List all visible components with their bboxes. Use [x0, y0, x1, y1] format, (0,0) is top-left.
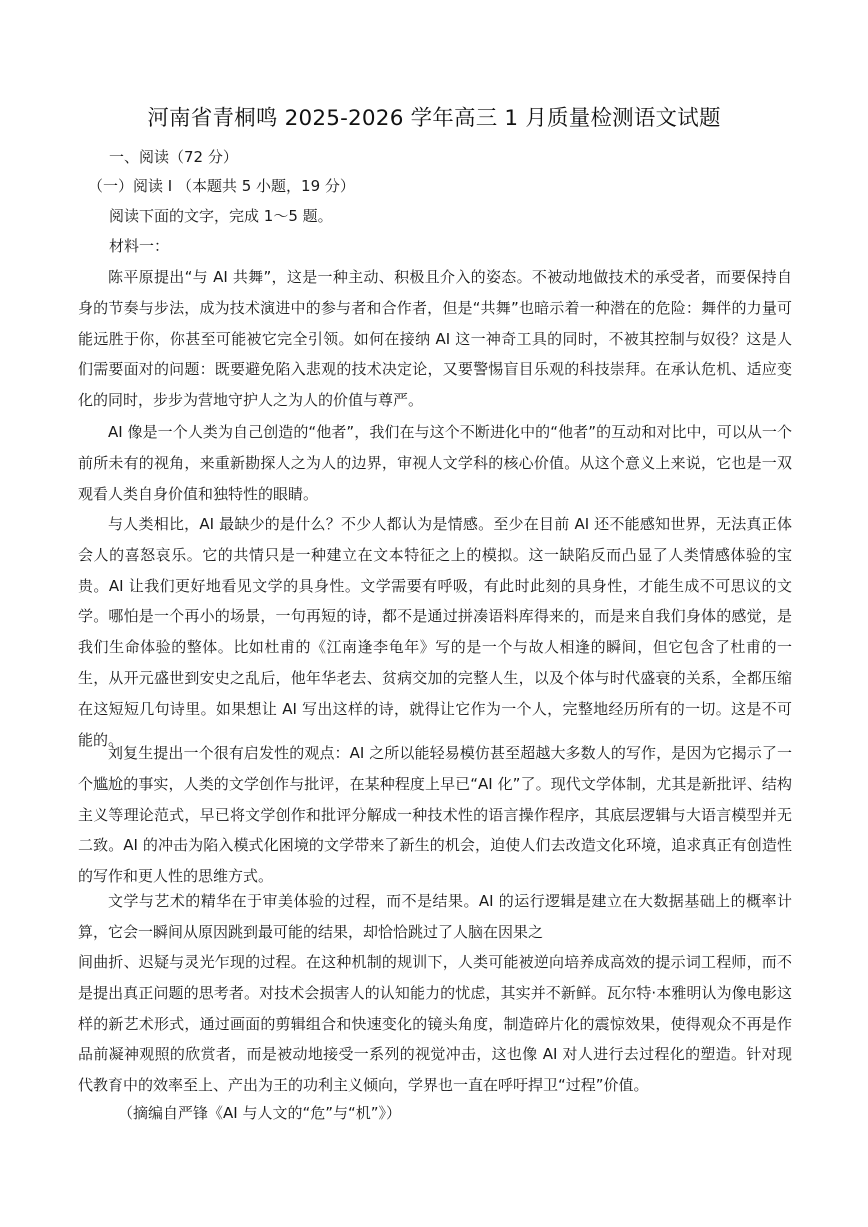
document-title: 河南省青桐鸣 2025-2026 学年高三 1 月质量检测语文试题	[147, 106, 721, 131]
paragraph-4: 刘复生提出一个很有启发性的观点：AI 之所以能轻易模仿甚至超越大多数人的写作，是因为它揭示了一个尴尬的事实，人类的文学创作与批评，在某种程度上早已“AI 化”了。现代文学体制，尤其是新批评、结构主义等理论范式，早已将文学创作和批评分解成一种技术性的语言操作程序，其底层逻辑与大语言模型并无二致。AI 的冲击为陷入模式化困境的文学带来了新生的机会，迫使人们去改造文化环境，追求真正有创造性的写作和更人性的思维方式。	[78, 744, 792, 886]
paragraph-2: AI 像是一个人类为自己创造的“他者”，我们在与这个不断进化中的“他者”的互动和对比中，可以从一个前所未有的视角，来重新勘探人之为人的边界，审视人文学科的核心价值。从这个意义上来说，它也是一双观看人类自身价值和独特性的眼睛。	[78, 423, 792, 503]
subsection-heading: （一）阅读 I （本题共 5 小题，19 分）	[88, 177, 355, 195]
material-label: 材料一：	[109, 237, 170, 255]
paragraph-3: 与人类相比，AI 最缺少的是什么？不少人都认为是情感。至少在目前 AI 还不能感知世界，无法真正体会人的喜怒哀乐。它的共情只是一种建立在文本特征之上的模拟。这一缺陷反而凸显了人类情感体验的宝贵。AI 让我们更好地看见文学的具身性。文学需要有呼吸，有此时此刻的具身性，才能生成不可思议的文学。哪怕是一个再小的场景，一句再短的诗，都不是通过拼凑语料库得来的，而是来自我们身体的感觉，是我们生命体验的整体。比如杜甫的《江南逢李龟年》写的是一个与故人相逢的瞬间，但它包含了杜甫的一生，从开元盛世到安史之乱后，他年华老去、贫病交加的完整人生，以及个体与时代盛衰的关系，全都压缩在这短短几句诗里。如果想让 AI 写出这样的诗，就得让它作为一个人，完整地经历所有的一切。这是不可能的。	[78, 515, 792, 749]
instruction-text: 阅读下面的文字，完成 1～5 题。	[109, 207, 333, 225]
paragraph-5: 文学与艺术的精华在于审美体验的过程，而不是结果。AI 的运行逻辑是建立在大数据基础上的概率计算，它会一瞬间从原因跳到最可能的结果，却恰恰跳过了人脑在因果之	[78, 892, 792, 941]
source-citation: （摘编自严锋《AI 与人文的“危”与“机”》）	[118, 1104, 402, 1122]
paragraph-6: 间曲折、迟疑与灵光乍现的过程。在这种机制的规训下，人类可能被逆向培养成高效的提示词工程师，而不是提出真正问题的思考者。对技术会损害人的认知能力的忧虑，其实并不新鲜。瓦尔特·本雅明认为像电影这样的新艺术形式，通过画面的剪辑组合和快速变化的镜头角度，制造碎片化的震惊效果，使得观众不再是作品前凝神观照的欣赏者，而是被动地接受一系列的视觉冲击，这也像 AI 对人进行去过程化的塑造。针对现代教育中的效率至上、产出为王的功利主义倾向，学界也一直在呼吁捍卫“过程”价值。	[78, 953, 792, 1095]
paragraph-1: 陈平原提出“与 AI 共舞”，这是一种主动、积极且介入的姿态。不被动地做技术的承受者，而要保持自身的节奏与步法，成为技术演进中的参与者和合作者，但是“共舞”也暗示着一种潜在的危险：舞伴的力量可能远胜于你，你甚至可能被它完全引领。如何在接纳 AI 这一神奇工具的同时，不被其控制与奴役？这是人们需要面对的问题：既要避免陷入悲观的技术决定论，又要警惕盲目乐观的科技崇拜。在承认危机、适应变化的同时，步步为营地守护人之为人的价值与尊严。	[78, 268, 792, 410]
section-heading: 一、阅读（72 分）	[109, 148, 238, 166]
